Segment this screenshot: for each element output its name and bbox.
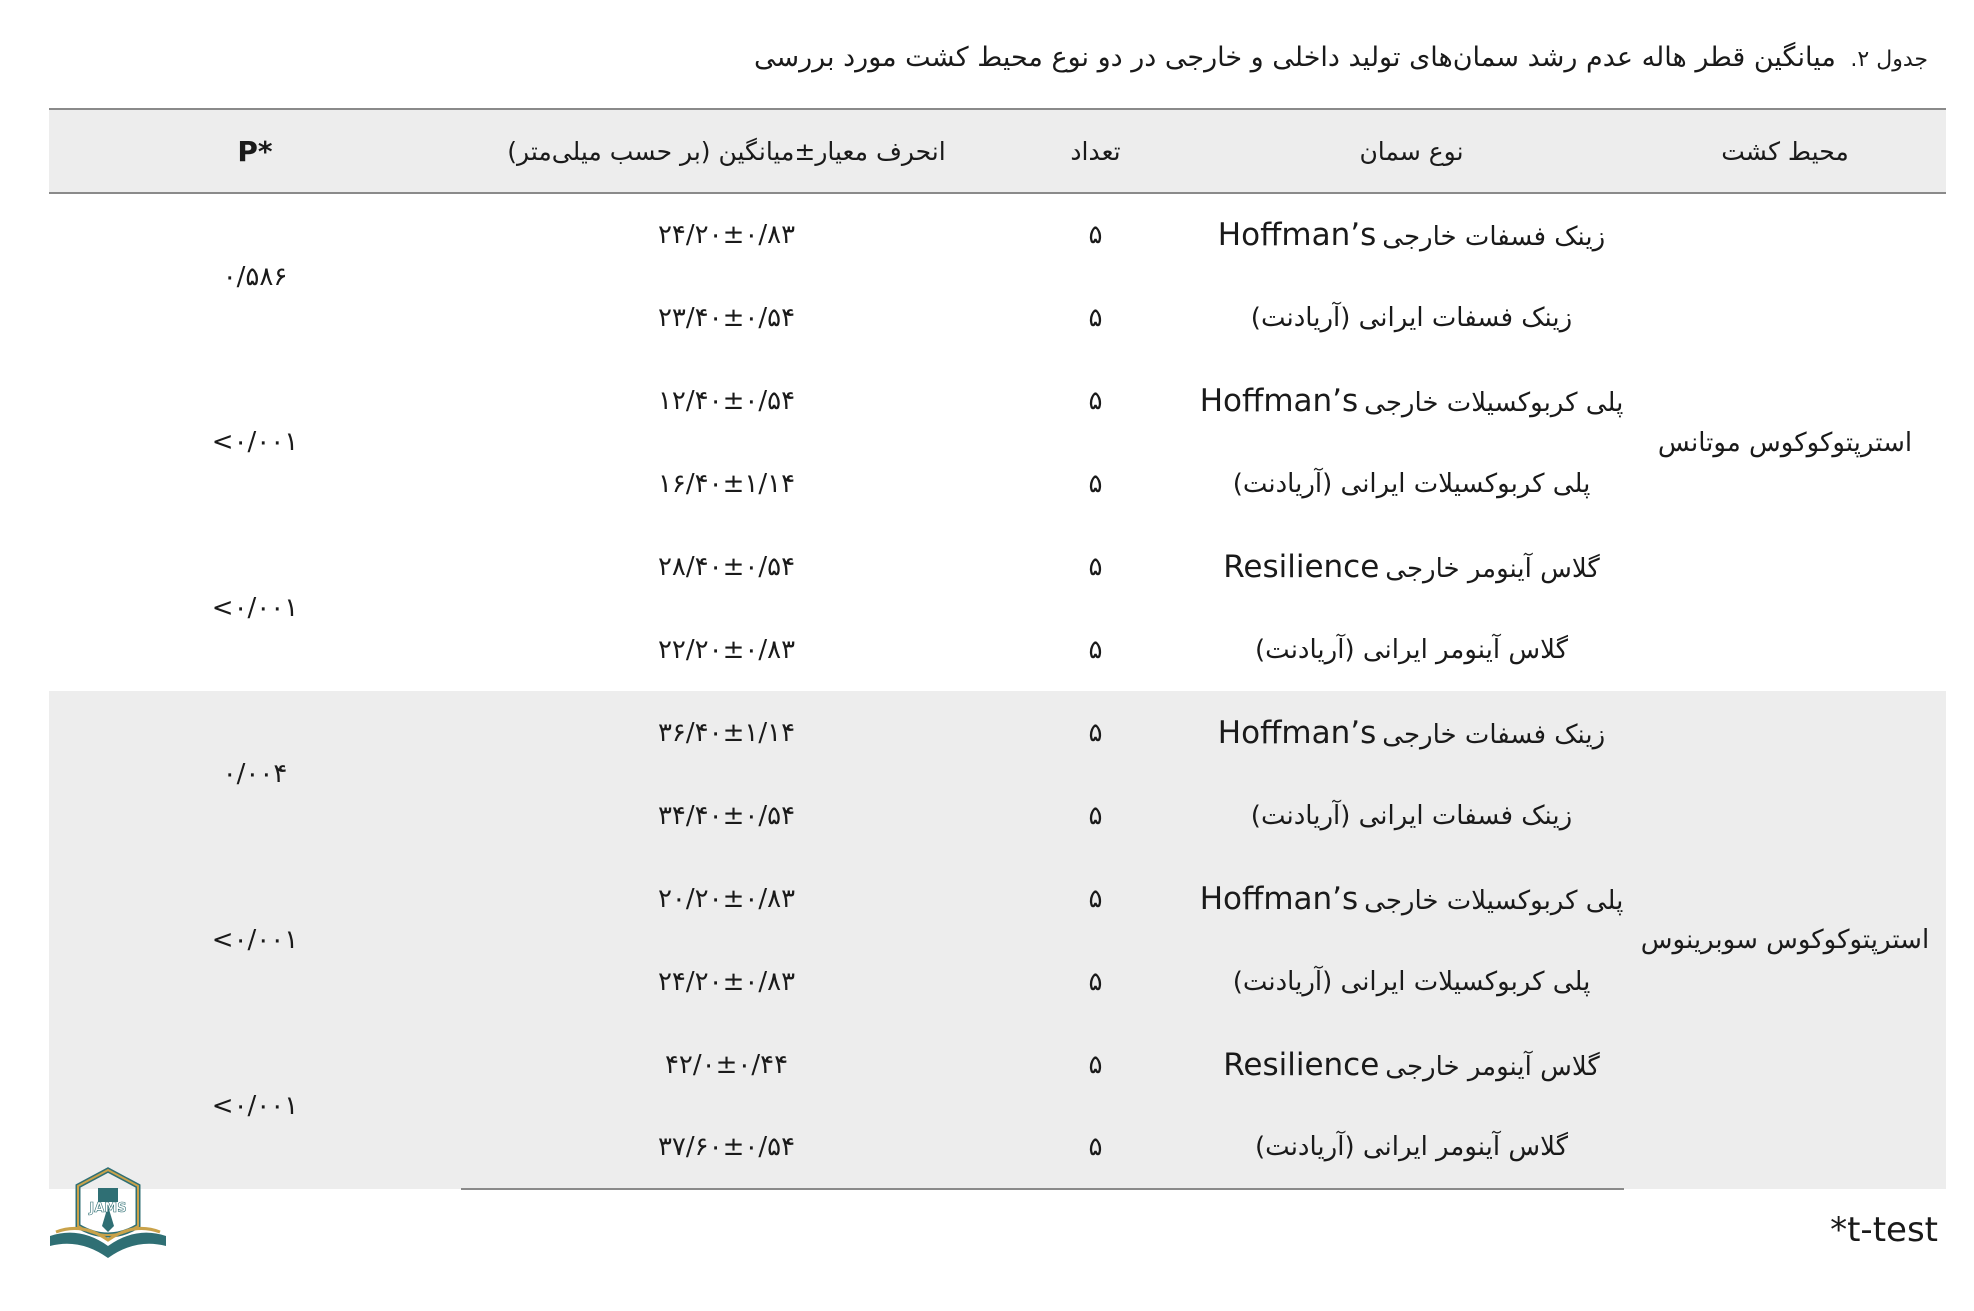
- cell-count: ۵: [1088, 551, 1103, 582]
- cell-mean-sd: ۲۴/۲۰±۰/۸۳: [461, 940, 992, 1023]
- cell-cement-type: [1199, 1106, 1624, 1189]
- cement-name: زینک فسفات خارجی: [1382, 222, 1606, 252]
- cell-count: ۵: [992, 691, 1199, 774]
- caption-label: جدول ۲.: [1850, 47, 1928, 72]
- header-mean-sd: انحرف معیار±میانگین (بر حسب میلی‌متر): [461, 109, 992, 193]
- cement-name: گلاس آینومر ایرانی (آریادنت): [1255, 634, 1568, 665]
- table-row: [49, 691, 1946, 774]
- cell-medium: استرپتوکوکوس سوبرینوس: [1624, 691, 1946, 1189]
- cell-count: ۵: [1088, 220, 1103, 250]
- cell-count: ۵: [992, 1106, 1199, 1189]
- cell-count: ۵: [992, 774, 1199, 857]
- cell-p-value: ۰/۰۰۴: [49, 691, 461, 857]
- cell-p-value: <۰/۰۰۱: [49, 1023, 461, 1189]
- cell-cement-type: [1199, 193, 1624, 276]
- cell-cement-type: [1199, 857, 1624, 940]
- cell-mean-sd: ۳۴/۴۰±۰/۵۴: [461, 774, 992, 857]
- header-cement: نوع سمان: [1199, 109, 1624, 193]
- header-medium: محیط کشت: [1624, 109, 1946, 193]
- cell-count: ۵: [992, 1023, 1199, 1106]
- cement-brand: Hoffman’s: [1217, 714, 1377, 751]
- cell-count: ۵: [992, 857, 1199, 940]
- cell-p-value: <۰/۰۰۱: [49, 857, 461, 1023]
- results-table: [49, 108, 1946, 1190]
- cell-medium: استرپتوکوکوس موتانس: [1657, 427, 1913, 458]
- cell-mean-sd: ۲۸/۴۰±۰/۵۴: [657, 551, 796, 582]
- table-caption: [48, 38, 1928, 80]
- cell-p-value: ۰/۵۸۶: [222, 261, 288, 292]
- cell-mean-sd: ۳۷/۶۰±۰/۵۴: [461, 1106, 992, 1189]
- cell-cement-type: [1199, 691, 1624, 774]
- cell-mean-sd: ۲۰/۲۰±۰/۸۳: [461, 857, 992, 940]
- cell-p-value: <۰/۰۰۱: [211, 427, 299, 457]
- cell-cement-type: [1199, 774, 1624, 857]
- cell-mean-sd: ۱۲/۴۰±۰/۵۴: [657, 385, 796, 416]
- cell-cement-type: [1199, 276, 1624, 359]
- cell-cement-type: [1199, 359, 1624, 442]
- cement-name: زینک فسفات ایرانی (آریادنت): [1250, 302, 1573, 333]
- cell-mean-sd: ۲۲/۲۰±۰/۸۳: [657, 634, 796, 665]
- cell-mean-sd: ۳۶/۴۰±۱/۱۴: [461, 691, 992, 774]
- cement-brand: Hoffman’s: [1217, 217, 1377, 253]
- svg-text:JAMS: JAMS: [89, 1201, 127, 1216]
- cell-mean-sd: ۱۶/۴۰±۱/۱۴: [657, 468, 796, 499]
- header-p: P*: [49, 109, 461, 193]
- cement-name: پلی کربوکسیلات خارجی: [1364, 387, 1624, 418]
- cement-name: گلاس آینومر خارجی: [1385, 1051, 1600, 1082]
- cement-brand: Hoffman’s: [1199, 880, 1359, 917]
- cell-count: ۵: [1088, 468, 1103, 499]
- cell-mean-sd: ۲۳/۴۰±۰/۵۴: [657, 302, 796, 333]
- table-header-row: [49, 109, 1946, 193]
- cell-cement-type: [1199, 525, 1624, 608]
- cell-mean-sd: ۲۴/۲۰±۰/۸۳: [657, 220, 796, 250]
- cement-name: زینک فسفات ایرانی (آریادنت): [1250, 800, 1573, 831]
- cell-cement-type: [1199, 940, 1624, 1023]
- cell-cement-type: [1199, 608, 1624, 691]
- cement-brand: Hoffman’s: [1199, 382, 1359, 419]
- table-body: [49, 193, 1946, 1189]
- cement-brand: Resilience: [1223, 1046, 1380, 1083]
- cement-name: پلی کربوکسیلات ایرانی (آریادنت): [1232, 468, 1591, 499]
- cement-brand: Resilience: [1223, 548, 1380, 585]
- table-row: [49, 193, 1946, 276]
- cement-name: زینک فسفات خارجی: [1382, 719, 1606, 750]
- cement-name: پلی کربوکسیلات خارجی: [1364, 885, 1624, 916]
- cell-mean-sd: ۴۲/۰±۰/۴۴: [461, 1023, 992, 1106]
- cell-cement-type: [1199, 1023, 1624, 1106]
- caption-text: میانگین قطر هاله عدم رشد سمان‌های تولید داخلی و خارجی در دو نوع محیط کشت مورد بررسی: [753, 42, 1836, 73]
- cell-count: ۵: [1088, 634, 1103, 665]
- footnote: *t-test: [1830, 1210, 1938, 1250]
- cell-cement-type: [1199, 442, 1624, 525]
- journal-logo: [46, 1166, 170, 1262]
- cell-count: ۵: [1088, 302, 1103, 333]
- cell-count: ۵: [992, 940, 1199, 1023]
- cement-name: گلاس آینومر ایرانی (آریادنت): [1255, 1132, 1568, 1162]
- cement-name: گلاس آینومر خارجی: [1385, 553, 1600, 584]
- cell-count: ۵: [1088, 385, 1103, 416]
- header-count: تعداد: [992, 109, 1199, 193]
- cement-name: پلی کربوکسیلات ایرانی (آریادنت): [1232, 966, 1591, 997]
- cell-p-value: <۰/۰۰۱: [211, 593, 299, 623]
